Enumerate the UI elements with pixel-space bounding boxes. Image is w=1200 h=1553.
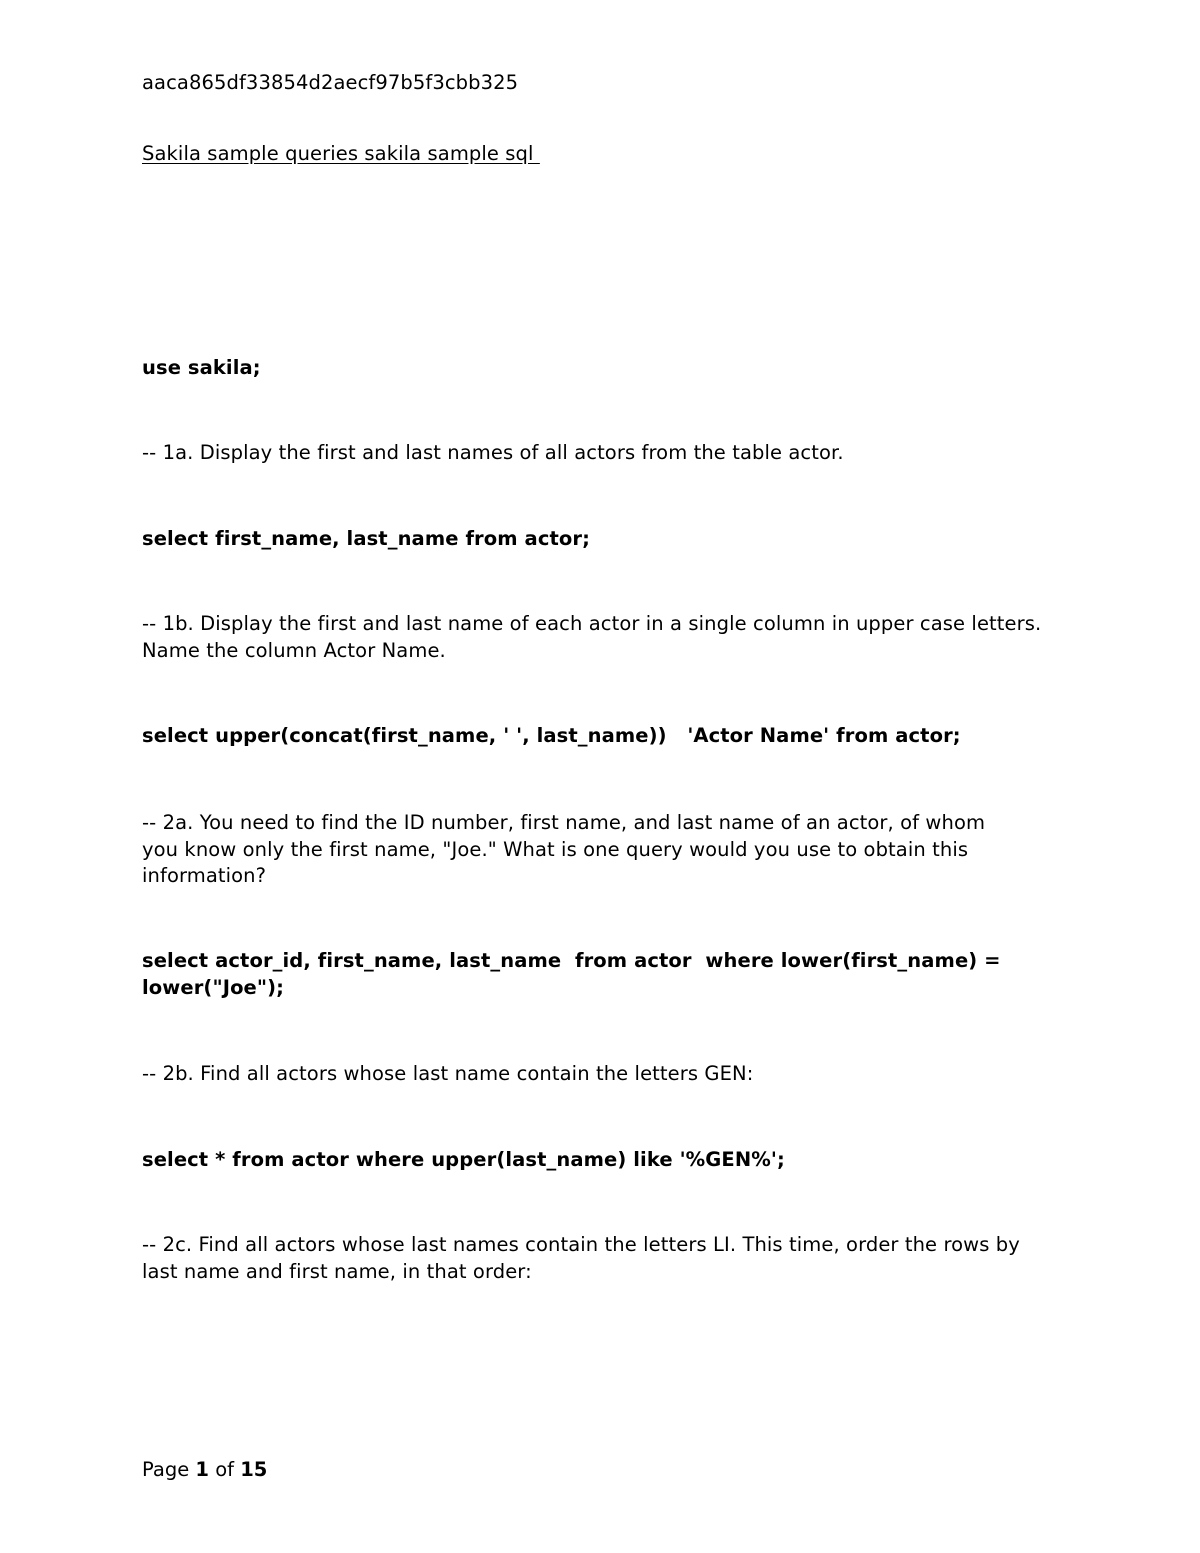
sql-1b: select upper(concat(first_name, ' ', last_name)) 'Actor Name' from actor; bbox=[142, 724, 961, 747]
sql-2a: select actor_id, first_name, last_name from actor where lower(first_name) = lower("Joe"); bbox=[142, 949, 1008, 999]
comment-2a: -- 2a. You need to find the ID number, first name, and last name of an actor, of whom you know only the first name, "Joe." What is one query would you use to obtain this information? bbox=[142, 811, 986, 887]
use-statement: use sakila; bbox=[142, 356, 261, 379]
comment-1b: -- 1b. Display the first and last name of each actor in a single column in upper case letters. Name the column Actor Name. bbox=[142, 612, 1042, 662]
current-page-number: 1 bbox=[195, 1458, 209, 1481]
comment-2b: -- 2b. Find all actors whose last name contain the letters GEN: bbox=[142, 1062, 754, 1085]
sql-1a: select first_name, last_name from actor; bbox=[142, 527, 591, 550]
page-label: Page bbox=[142, 1458, 190, 1481]
document-title: Sakila sample queries sakila sample sql bbox=[142, 142, 540, 165]
total-pages-number: 15 bbox=[240, 1458, 268, 1481]
document-hash: aaca865df33854d2aecf97b5f3cbb325 bbox=[142, 71, 519, 94]
comment-1a: -- 1a. Display the first and last names of all actors from the table actor. bbox=[142, 441, 844, 464]
sql-2b: select * from actor where upper(last_name) like '%GEN%'; bbox=[142, 1148, 785, 1171]
comment-2c: -- 2c. Find all actors whose last names contain the letters LI. This time, order the rows by last name and first name, in that order: bbox=[142, 1233, 1020, 1283]
of-label: of bbox=[215, 1458, 234, 1481]
page-footer bbox=[142, 1457, 267, 1483]
